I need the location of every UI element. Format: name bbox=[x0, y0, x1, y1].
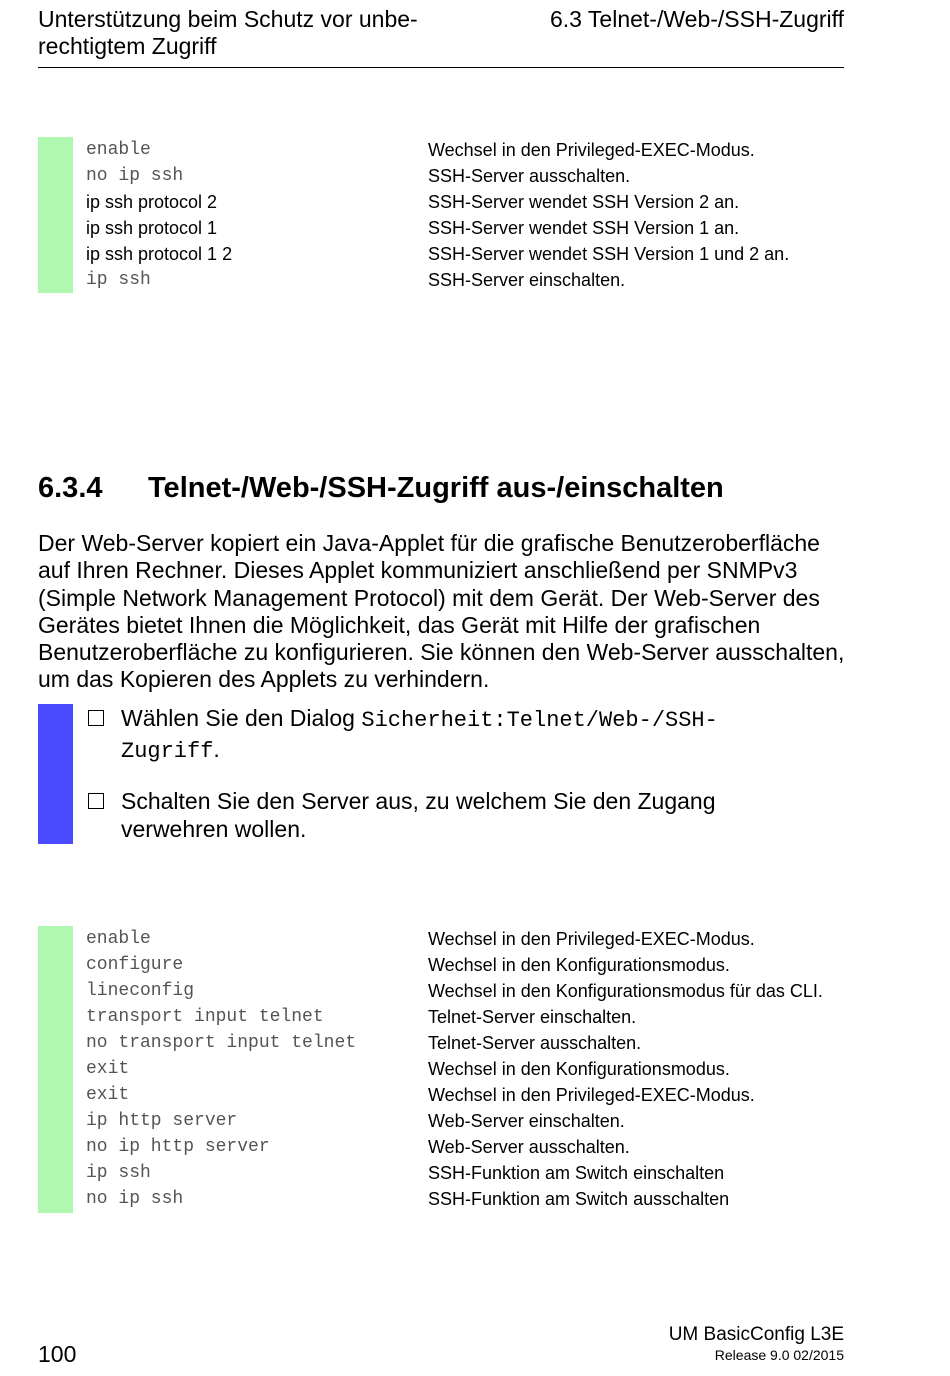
command-text: configure bbox=[86, 955, 184, 975]
command-row bbox=[38, 1134, 844, 1160]
command-description: Wechsel in den Privileged-EXEC-Modus. bbox=[428, 929, 755, 949]
command-text: exit bbox=[86, 1059, 130, 1079]
dialog-path-continued: Zugriff bbox=[121, 739, 214, 764]
section-heading bbox=[38, 470, 724, 506]
running-header-right: 6.3 Telnet-/Web-/SSH-Zugriff bbox=[549, 6, 844, 32]
step-text: Wählen Sie den Dialog Sicherheit:Telnet/Web-/SSH- Zugriff. bbox=[121, 705, 718, 764]
command-text: exit bbox=[86, 1085, 130, 1105]
command-description: SSH-Funktion am Switch einschalten bbox=[428, 1163, 725, 1183]
command-row bbox=[38, 241, 844, 267]
command-text: ip ssh bbox=[86, 1163, 151, 1183]
command-description: Wechsel in den Privileged-EXEC-Modus. bbox=[428, 140, 755, 160]
command-text: lineconfig bbox=[86, 981, 195, 1001]
dialog-path: Sicherheit:Telnet/Web-/SSH- bbox=[361, 708, 718, 733]
command-row bbox=[38, 978, 844, 1004]
command-text: enable bbox=[86, 929, 151, 949]
command-text: ip ssh bbox=[86, 270, 151, 290]
command-row bbox=[38, 1082, 844, 1108]
section-number: 6.3.4 bbox=[38, 472, 103, 504]
command-row bbox=[38, 163, 844, 189]
command-row bbox=[38, 1160, 844, 1186]
instruction-bar bbox=[38, 704, 73, 844]
step-text: Schalten Sie den Server aus, zu welchem Sie den Zugang verwehren wollen. bbox=[121, 788, 716, 842]
command-description: SSH-Server ausschalten. bbox=[428, 166, 631, 186]
command-row bbox=[38, 1030, 844, 1056]
command-row bbox=[38, 189, 844, 215]
footer-info bbox=[669, 1324, 844, 1364]
command-text: transport input telnet bbox=[86, 1007, 324, 1027]
header-left-line2: rechtigtem Zugriff bbox=[38, 33, 217, 59]
command-description: Web-Server ausschalten. bbox=[428, 1137, 630, 1157]
command-row bbox=[38, 926, 844, 952]
command-text: enable bbox=[86, 140, 151, 160]
header-left-line1: Unterstützung beim Schutz vor unbe- bbox=[38, 6, 418, 32]
command-description: SSH-Funktion am Switch ausschalten bbox=[428, 1189, 730, 1209]
header-rule bbox=[38, 67, 844, 68]
command-description: SSH-Server wendet SSH Version 2 an. bbox=[428, 192, 740, 212]
command-row bbox=[38, 215, 844, 241]
command-text: no ip http server bbox=[86, 1137, 270, 1157]
release-info: Release 9.0 02/2015 bbox=[714, 1347, 844, 1363]
command-description: Wechsel in den Konfigurationsmodus. bbox=[428, 955, 730, 975]
checkbox-icon bbox=[88, 710, 104, 726]
command-description: SSH-Server einschalten. bbox=[428, 270, 626, 290]
command-text: no transport input telnet bbox=[86, 1033, 357, 1053]
command-row bbox=[38, 267, 844, 293]
command-description: SSH-Server wendet SSH Version 1 an. bbox=[428, 218, 740, 238]
checkbox-icon bbox=[88, 793, 104, 809]
document-name: UM BasicConfig L3E bbox=[668, 1324, 844, 1345]
command-description: SSH-Server wendet SSH Version 1 und 2 an. bbox=[428, 244, 790, 264]
command-description: Telnet-Server ausschalten. bbox=[428, 1033, 642, 1053]
command-description: Wechsel in den Konfigurationsmodus für das CLI. bbox=[428, 981, 823, 1001]
command-row bbox=[38, 1108, 844, 1134]
body-paragraph: Der Web-Server kopiert ein Java-Applet für die grafische Benutzeroberfläche auf Ihren Rechner. Dieses Applet kommuniziert anschließend per SNMPv3 (Simple Network Management Protocol) mit dem Gerät. Der Web-Server des Gerätes bietet Ihnen die Möglichkeit, das Gerät mit Hilfe der grafischen Benutzeroberfläche zu konfigurieren. Sie können den Web-Server ausschalten, um das Kopieren des Applets zu verhindern. bbox=[38, 530, 845, 693]
command-description: Wechsel in den Privileged-EXEC-Modus. bbox=[428, 1085, 755, 1105]
running-header-left bbox=[38, 6, 468, 60]
command-description: Web-Server einschalten. bbox=[428, 1111, 625, 1131]
command-description: Wechsel in den Konfigurationsmodus. bbox=[428, 1059, 730, 1079]
command-text: ip http server bbox=[86, 1111, 238, 1131]
command-text: no ip ssh bbox=[86, 166, 184, 186]
command-row bbox=[38, 1056, 844, 1082]
command-text: ip ssh protocol 2 bbox=[86, 192, 218, 212]
command-row bbox=[38, 1186, 844, 1212]
command-text: ip ssh protocol 1 bbox=[86, 218, 218, 238]
page-number: 100 bbox=[38, 1341, 77, 1367]
command-text: no ip ssh bbox=[86, 1189, 184, 1209]
command-description: Telnet-Server einschalten. bbox=[428, 1007, 637, 1027]
command-row bbox=[38, 137, 844, 163]
section-title: Telnet-/Web-/SSH-Zugriff aus-/einschalten bbox=[148, 472, 724, 504]
command-text: ip ssh protocol 1 2 bbox=[86, 244, 233, 264]
command-row bbox=[38, 1004, 844, 1030]
command-row bbox=[38, 952, 844, 978]
